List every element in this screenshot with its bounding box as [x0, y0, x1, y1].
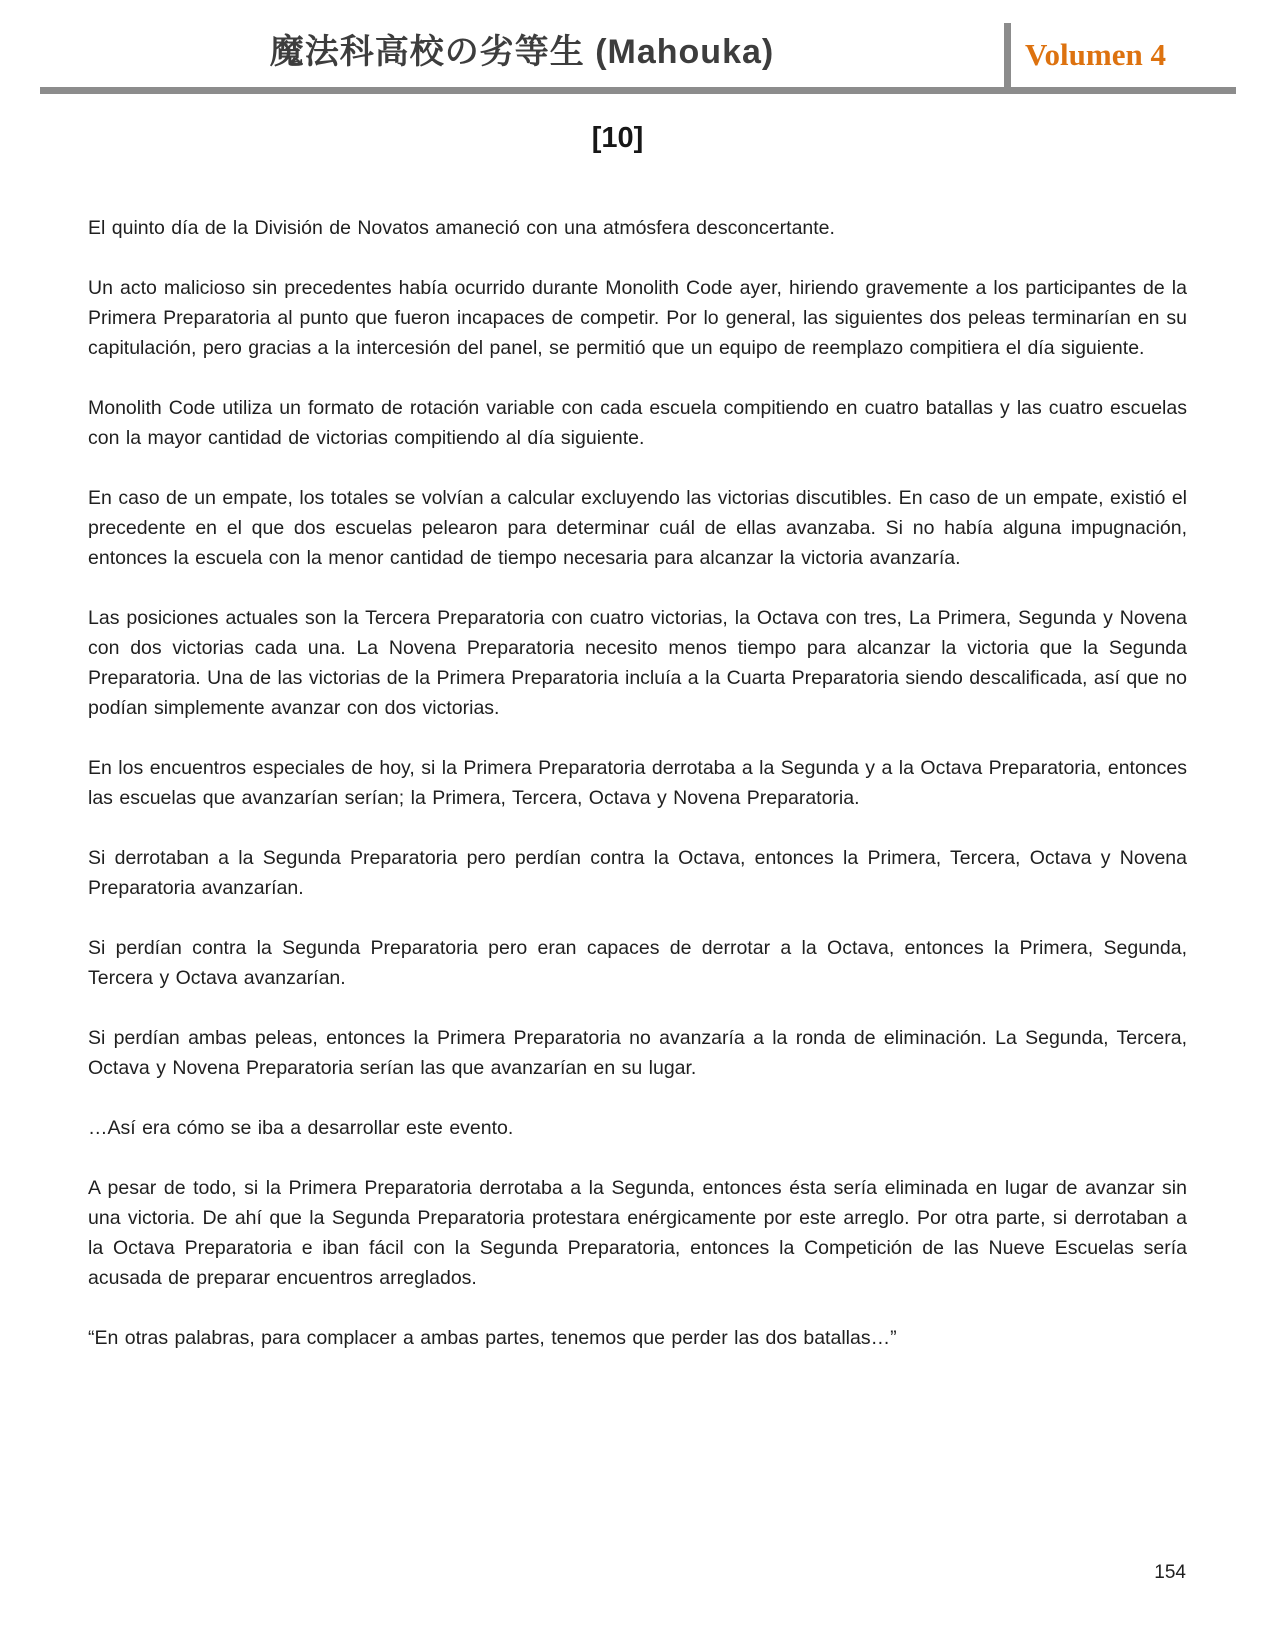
- paragraph: Un acto malicioso sin precedentes había ocurrido durante Monolith Code ayer, hiriendo gravemente a los participantes de la Primera Preparatoria al punto que fueron incapaces de competir. Por lo general, las siguientes dos peleas terminarían en su capitulación, pero gracias a la intercesión del panel, se permitió que un equipo de reemplazo compitiera el día siguiente.: [88, 277, 1187, 359]
- paragraph: Monolith Code utiliza un formato de rotación variable con cada escuela compitiendo en cuatro batallas y las cuatro escuelas con la mayor cantidad de victorias compitiendo al día siguiente.: [88, 397, 1187, 449]
- volume-label: Volumen 4: [1025, 37, 1166, 72]
- paragraph: Si perdían ambas peleas, entonces la Primera Preparatoria no avanzaría a la ronda de eliminación. La Segunda, Tercera, Octava y Novena Preparatoria serían las que avanzarían en su lugar.: [88, 1027, 1187, 1079]
- paragraph: A pesar de todo, si la Primera Preparatoria derrotaba a la Segunda, entonces ésta sería eliminada en lugar de avanzar sin una victoria. De ahí que la Segunda Preparatoria protestara enérgicamente por este arreglo. Por otra parte, si derrotaban a la Octava Preparatoria e iban fácil con la Segunda Preparatoria, entonces la Competición de las Nueve Escuelas sería acusada de preparar encuentros arreglados.: [88, 1177, 1187, 1289]
- chapter-section-heading: [10]: [591, 122, 644, 154]
- paragraph: En caso de un empate, los totales se volvían a calcular excluyendo las victorias discutibles. En caso de un empate, existió el precedente en el que dos escuelas pelearon para determinar cuál de ellas avanzaba. Si no había alguna impugnación, entonces la escuela con la menor cantidad de tiempo necesaria para alcanzar la victoria avanzaría.: [88, 487, 1187, 569]
- body-text: [88, 213, 1187, 1383]
- header-title-cell: [40, 24, 1004, 87]
- paragraph: …Así era cómo se iba a desarrollar este evento.: [88, 1117, 514, 1139]
- page-number: 154: [1154, 1562, 1186, 1583]
- paragraph: Si perdían contra la Segunda Preparatoria pero eran capaces de derrotar a la Octava, entonces la Primera, Segunda, Tercera y Octava avanzarían.: [88, 937, 1187, 989]
- paragraph: Las posiciones actuales son la Tercera Preparatoria con cuatro victorias, la Octava con tres, La Primera, Segunda y Novena con dos victorias cada una. La Novena Preparatoria necesito menos tiempo para alcanzar la victoria que la Segunda Preparatoria. Una de las victorias de la Primera Preparatoria incluía a la Cuarta Preparatoria siendo descalificada, así que no podían simplemente avanzar con dos victorias.: [88, 607, 1187, 719]
- book-title: 魔法科高校の劣等生 (Mahouka): [269, 33, 775, 71]
- paragraph: En los encuentros especiales de hoy, si la Primera Preparatoria derrotaba a la Segunda y a la Octava Preparatoria, entonces las escuelas que avanzarían serían; la Primera, Tercera, Octava y Novena Preparatoria.: [88, 757, 1187, 809]
- paragraph: “En otras palabras, para complacer a ambas partes, tenemos que perder las dos batallas…”: [88, 1327, 897, 1349]
- page-header: [40, 0, 1236, 94]
- paragraph: El quinto día de la División de Novatos amaneció con una atmósfera desconcertante.: [88, 217, 835, 239]
- paragraph: Si derrotaban a la Segunda Preparatoria pero perdían contra la Octava, entonces la Primera, Tercera, Octava y Novena Preparatoria avanzarían.: [88, 847, 1187, 899]
- header-volume-cell: [1004, 23, 1236, 87]
